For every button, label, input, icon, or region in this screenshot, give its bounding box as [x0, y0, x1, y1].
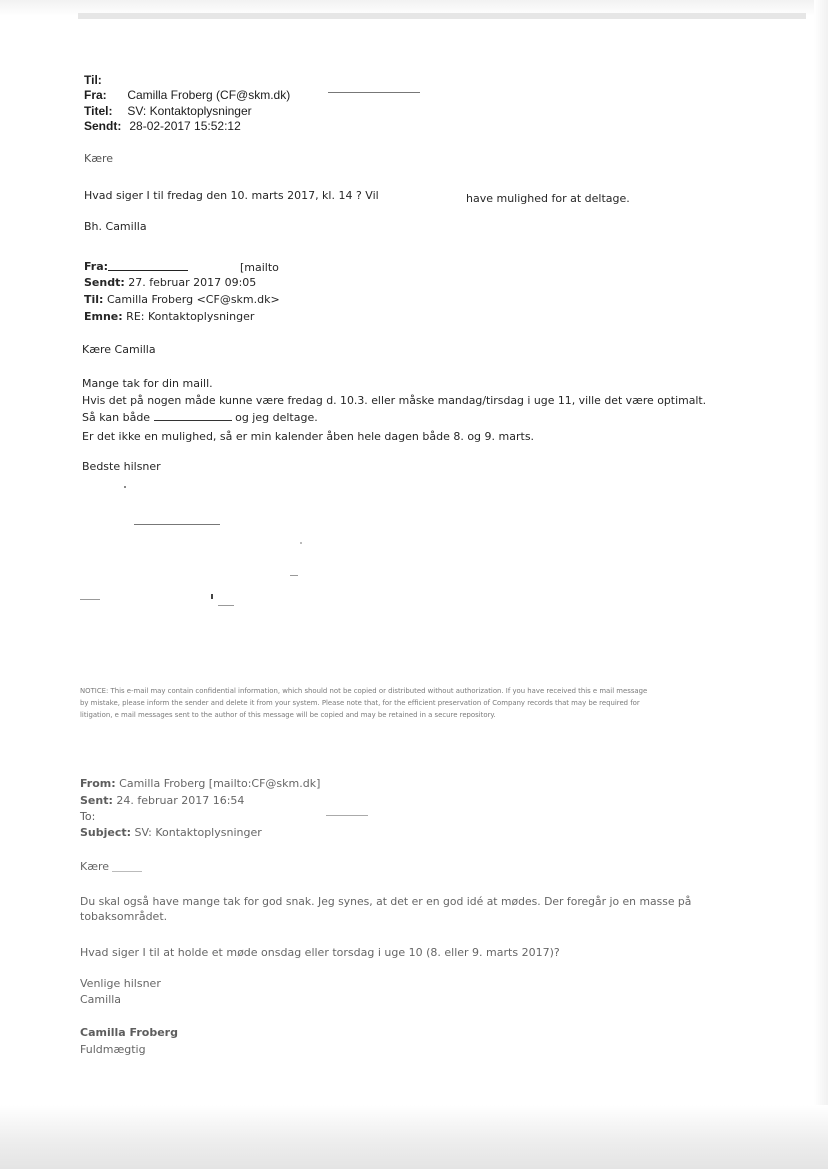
header-titel-value: SV: Kontaktoplysninger: [127, 104, 252, 118]
quoted1-line4: Er det ikke en mulighed, så er min kalender åben hele dagen både 8. og 9. marts.: [82, 430, 535, 443]
header-titel-label: Titel:: [84, 104, 113, 118]
quoted1-emne-value: RE: Kontaktoplysninger: [126, 310, 255, 323]
quoted2-to-label: To:: [80, 810, 96, 823]
quoted2-from-row: [80, 777, 320, 790]
header-til-label: Til:: [84, 73, 102, 87]
notice-line2: by mistake, please inform the sender and delete it from your system. Please note that, for the efficient preservation of Company records that may be required for: [80, 699, 640, 707]
header-sendt-label: Sendt:: [84, 119, 122, 133]
reply1-greeting: Kære: [84, 152, 114, 165]
quoted1-fra-row: [84, 260, 108, 273]
quoted2-subject-value: SV: Kontaktoplysninger: [134, 826, 262, 839]
header-til-row: [84, 73, 124, 87]
quoted2-from-value: Camilla Froberg [mailto:CF@skm.dk]: [119, 777, 321, 790]
quoted2-sent-value: 24. februar 2017 16:54: [116, 794, 245, 807]
quoted2-para1-line1: Du skal også have mange tak for god snak. Jeg synes, at det er en god idé at mødes. Der foregår jo en masse på: [80, 895, 692, 908]
quoted1-closing: Bedste hilsner: [82, 460, 161, 473]
quoted2-closing2: Camilla: [80, 993, 122, 1006]
scan-bottom-edge: [0, 1105, 828, 1169]
quoted2-para2: Hvad siger I til at holde et møde onsdag eller torsdag i uge 10 (8. eller 9. marts 2017)?: [80, 946, 560, 959]
quoted1-sendt-row: [84, 276, 256, 289]
quoted1-sendt-value: 27. februar 2017 09:05: [128, 276, 257, 289]
quoted2-from-label: From:: [80, 777, 116, 790]
redaction-mark: [326, 815, 368, 816]
header-fra-label: Fra:: [84, 88, 107, 102]
quoted1-line3: [82, 411, 318, 424]
quoted2-sent-label: Sent:: [80, 794, 113, 807]
quoted1-fra-label: Fra:: [84, 260, 109, 273]
quoted2-greeting: Kære: [80, 860, 110, 873]
scan-speck: [211, 594, 213, 599]
header-titel-row: [84, 104, 252, 118]
quoted1-line1: Mange tak for din maill.: [82, 377, 213, 390]
scan-speck: [80, 599, 100, 600]
quoted2-signature-title: Fuldmægtig: [80, 1043, 146, 1056]
notice-line1: NOTICE: This e-mail may contain confidential information, which should not be copied or distributed without authorization. If you have received this e mail message: [80, 687, 648, 695]
notice-line3: litigation, e mail messages sent to the author of this message will be copied and may be retained in a secure repository.: [80, 711, 496, 719]
scan-speck: [124, 486, 126, 488]
scan-speck: [290, 575, 298, 576]
quoted1-line3-start: Så kan både: [82, 411, 151, 424]
redaction-line: [134, 524, 220, 525]
reply1-signoff: Bh. Camilla: [84, 220, 147, 233]
quoted1-emne-label: Emne:: [84, 310, 123, 323]
header-fra-row: [84, 88, 290, 102]
header-sendt-row: [84, 119, 241, 133]
header-fra-value: Camilla Froberg (CF@skm.dk): [127, 88, 291, 102]
quoted1-til-value: Camilla Froberg <CF@skm.dk>: [106, 293, 280, 306]
quoted1-line3-end: og jeg deltage.: [235, 411, 318, 424]
redacted-name-blank: [154, 420, 232, 421]
header-sendt-value: 28-02-2017 15:52:12: [129, 119, 241, 133]
quoted2-subject-label: Subject:: [80, 826, 132, 839]
quoted2-sent-row: [80, 794, 244, 807]
redaction-mark: [112, 871, 142, 872]
scan-top-shadow: [78, 13, 806, 19]
scan-speck: [218, 605, 234, 606]
quoted2-subject-row: [80, 826, 262, 839]
quoted1-sendt-label: Sendt:: [84, 276, 125, 289]
quoted1-greeting: Kære Camilla: [82, 343, 156, 356]
redaction-line: [108, 270, 188, 271]
scan-speck: [300, 542, 302, 544]
quoted1-line2: Hvis det på nogen måde kunne være fredag d. 10.3. eller måske mandag/tirsdag i uge 11, ville det være optimalt.: [82, 394, 707, 407]
reply1-line-b: have mulighed for at deltage.: [466, 192, 630, 205]
reply1-line-a: Hvad siger I til fredag den 10. marts 2017, kl. 14 ? Vil: [84, 189, 379, 202]
quoted2-sig-name: Camilla Froberg: [80, 1026, 178, 1039]
redaction-mark: [328, 92, 420, 93]
quoted2-para1-line2: tobaksområdet.: [80, 910, 168, 923]
scan-right-edge: [814, 0, 828, 1169]
quoted2-closing1: Venlige hilsner: [80, 977, 161, 990]
quoted1-til-row: [84, 293, 280, 306]
quoted1-emne-row: [84, 310, 254, 323]
quoted1-fra-value: [mailto: [240, 261, 279, 274]
quoted1-til-label: Til:: [84, 293, 104, 306]
quoted2-signature-name: [80, 1026, 178, 1039]
quoted2-to-row: [80, 810, 95, 823]
